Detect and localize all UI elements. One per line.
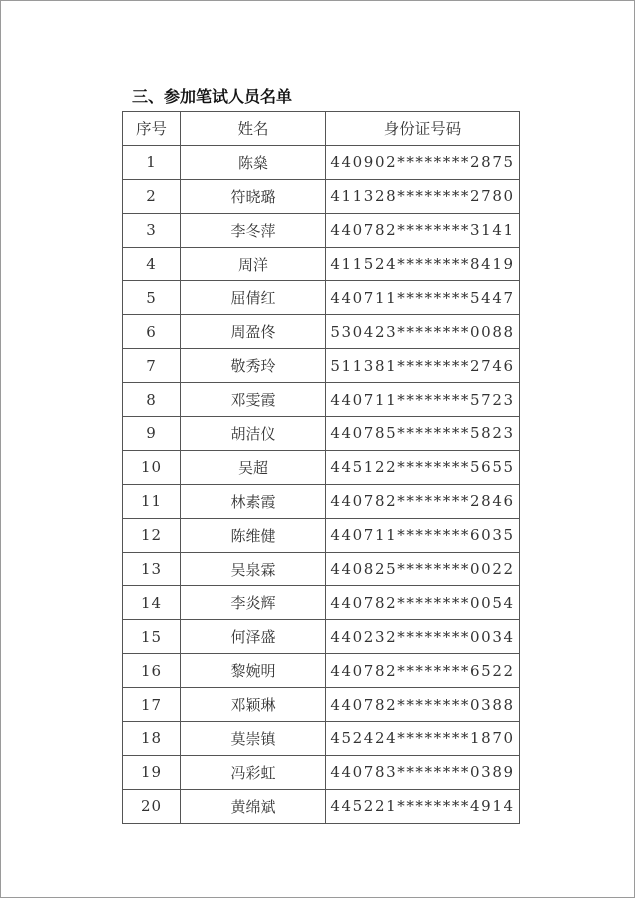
- row-name: 莫崇镇: [181, 722, 326, 756]
- candidate-table: [122, 111, 520, 824]
- row-seq: 17: [123, 688, 181, 722]
- table-row: [123, 586, 520, 620]
- row-name: 胡洁仪: [181, 417, 326, 451]
- table-row: [123, 654, 520, 688]
- table-row: [123, 315, 520, 349]
- table-row: [123, 620, 520, 654]
- row-name: 符晓璐: [181, 179, 326, 213]
- row-id-number: 440711********6035: [326, 518, 520, 552]
- row-seq: 13: [123, 552, 181, 586]
- row-id-number: 440782********2846: [326, 484, 520, 518]
- row-seq: 10: [123, 450, 181, 484]
- row-id-number: 530423********0088: [326, 315, 520, 349]
- row-name: 林素霞: [181, 484, 326, 518]
- row-seq: 16: [123, 654, 181, 688]
- row-name: 周洋: [181, 247, 326, 281]
- row-seq: 6: [123, 315, 181, 349]
- row-seq: 1: [123, 145, 181, 179]
- row-name: 邓颖琳: [181, 688, 326, 722]
- header-seq: 序号: [123, 112, 181, 146]
- row-id-number: 452424********1870: [326, 722, 520, 756]
- table-row: [123, 247, 520, 281]
- row-name: 黎婉明: [181, 654, 326, 688]
- row-name: 陈燊: [181, 145, 326, 179]
- row-seq: 20: [123, 789, 181, 823]
- row-name: 屈倩红: [181, 281, 326, 315]
- table-row: [123, 145, 520, 179]
- row-id-number: 440782********6522: [326, 654, 520, 688]
- row-id-number: 440782********0054: [326, 586, 520, 620]
- row-id-number: 440825********0022: [326, 552, 520, 586]
- row-name: 吴泉霖: [181, 552, 326, 586]
- table-row: [123, 518, 520, 552]
- table-row: [123, 552, 520, 586]
- table-row: [123, 688, 520, 722]
- row-name: 吴超: [181, 450, 326, 484]
- table-row: [123, 417, 520, 451]
- table-row: [123, 450, 520, 484]
- row-id-number: 440711********5723: [326, 383, 520, 417]
- row-id-number: 440785********5823: [326, 417, 520, 451]
- row-id-number: 440232********0034: [326, 620, 520, 654]
- row-seq: 4: [123, 247, 181, 281]
- row-id-number: 411328********2780: [326, 179, 520, 213]
- row-seq: 15: [123, 620, 181, 654]
- row-id-number: 440711********5447: [326, 281, 520, 315]
- header-name: 姓名: [181, 112, 326, 146]
- row-id-number: 445221********4914: [326, 789, 520, 823]
- row-seq: 8: [123, 383, 181, 417]
- row-name: 周盈佟: [181, 315, 326, 349]
- row-seq: 11: [123, 484, 181, 518]
- row-seq: 19: [123, 755, 181, 789]
- row-seq: 5: [123, 281, 181, 315]
- row-seq: 9: [123, 417, 181, 451]
- row-name: 邓雯霞: [181, 383, 326, 417]
- row-id-number: 440783********0389: [326, 755, 520, 789]
- table-header-row: [123, 112, 520, 146]
- row-seq: 14: [123, 586, 181, 620]
- row-name: 敬秀玲: [181, 349, 326, 383]
- row-id-number: 411524********8419: [326, 247, 520, 281]
- table-row: [123, 179, 520, 213]
- row-id-number: 440782********3141: [326, 213, 520, 247]
- table-row: [123, 722, 520, 756]
- row-name: 李炎辉: [181, 586, 326, 620]
- row-name: 李冬萍: [181, 213, 326, 247]
- row-seq: 18: [123, 722, 181, 756]
- table-row: [123, 213, 520, 247]
- header-id-number: 身份证号码: [326, 112, 520, 146]
- row-name: 何泽盛: [181, 620, 326, 654]
- row-name: 冯彩虹: [181, 755, 326, 789]
- row-name: 陈维健: [181, 518, 326, 552]
- row-name: 黄绵斌: [181, 789, 326, 823]
- table-row: [123, 789, 520, 823]
- table-row: [123, 349, 520, 383]
- row-id-number: 511381********2746: [326, 349, 520, 383]
- row-id-number: 445122********5655: [326, 450, 520, 484]
- table-row: [123, 383, 520, 417]
- table-row: [123, 484, 520, 518]
- row-seq: 7: [123, 349, 181, 383]
- table-body: [123, 145, 520, 823]
- row-seq: 2: [123, 179, 181, 213]
- row-id-number: 440782********0388: [326, 688, 520, 722]
- row-id-number: 440902********2875: [326, 145, 520, 179]
- table-row: [123, 281, 520, 315]
- row-seq: 3: [123, 213, 181, 247]
- section-title: 三、参加笔试人员名单: [132, 87, 293, 106]
- table-row: [123, 755, 520, 789]
- row-seq: 12: [123, 518, 181, 552]
